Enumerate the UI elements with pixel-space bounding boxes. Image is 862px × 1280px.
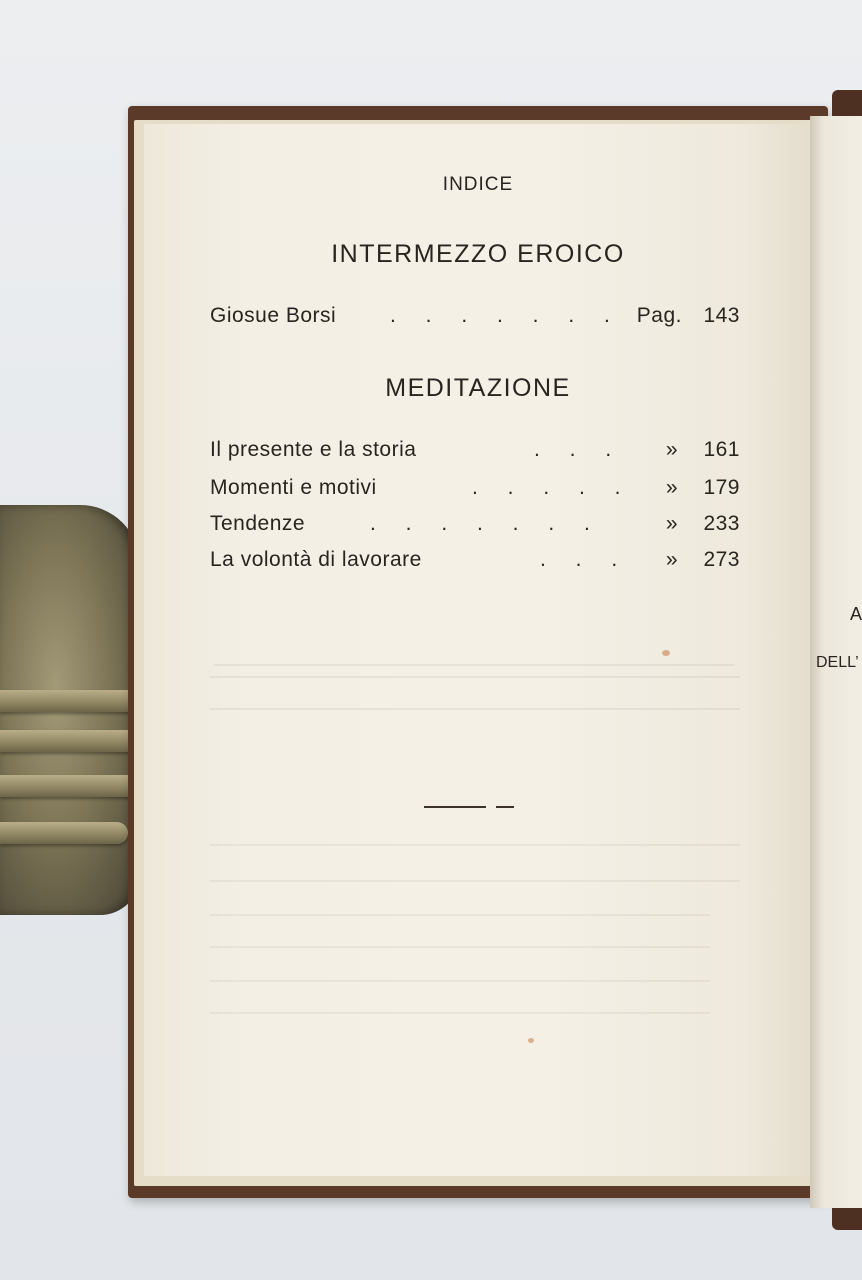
toc-leader-dots: . . . . . . . [390,304,622,327]
show-through-text [210,676,740,678]
show-through-text [210,946,710,948]
show-through-text [210,914,710,916]
toc-entry-marker: » [665,438,678,461]
show-through-text [210,980,710,982]
toc-entry-label: Momenti e motivi [210,476,377,499]
decorative-rule [424,806,486,808]
toc-entry-label: Il presente e la storia [210,438,417,461]
page-heading: INDICE [442,174,514,195]
show-through-text [210,880,740,882]
toc-entry [210,304,740,334]
toc-entry-label: La volontà di lavorare [210,548,422,571]
toc-entry [210,512,740,542]
facing-page [810,116,862,1208]
show-through-text [210,1012,710,1014]
toc-entry-marker: » [665,548,678,571]
paper-stain [662,650,670,656]
show-through-text [210,844,740,846]
toc-entry-page: 143 [703,304,740,327]
brass-clip-finger [0,822,128,844]
toc-entry-label: Tendenze [210,512,306,535]
book-page [144,124,812,1176]
decorative-rule [496,806,514,808]
toc-entry-page: 161 [703,438,740,461]
toc-leader-dots: . . . [540,548,630,571]
toc-entry-page: 273 [703,548,740,571]
toc-leader-dots: . . . [534,438,624,461]
paper-stain [528,1038,534,1043]
toc-entry [210,438,740,468]
toc-entry-page: 233 [703,512,740,535]
section-title-intermezzo: INTERMEZZO EROICO [331,240,625,268]
facing-page-fragment: A [850,604,862,624]
toc-entry-marker: » [665,512,678,535]
facing-page-fragment: DELL’ [816,654,859,671]
toc-entry-label: Giosue Borsi [210,304,337,327]
toc-entry-page: 179 [703,476,740,499]
toc-entry-marker: » [665,476,678,499]
section-title-meditazione: MEDITAZIONE [385,374,571,402]
show-through-text [214,664,734,666]
toc-entry [210,476,740,506]
toc-entry-marker: Pag. [636,304,682,327]
show-through-text [210,708,740,710]
toc-entry [210,548,740,578]
toc-leader-dots: . . . . . [472,476,633,499]
toc-leader-dots: . . . . . . . [370,512,602,535]
